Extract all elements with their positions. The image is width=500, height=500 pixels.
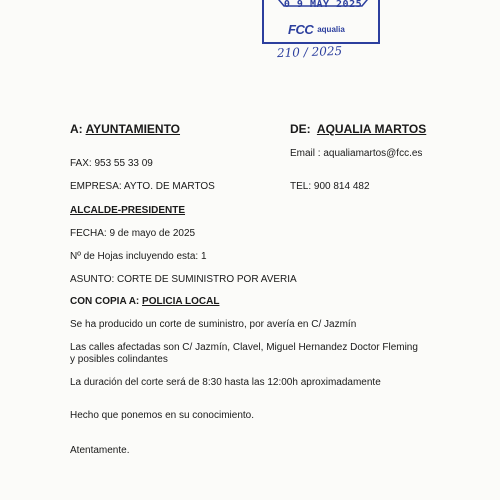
from-prefix: DE: bbox=[290, 122, 311, 136]
body-paragraph-2-line-1: Las calles afectadas son C/ Jazmín, Clavel, Miguel Hernandez Doctor Fleming bbox=[70, 342, 418, 353]
fcc-aqualia-logo bbox=[288, 21, 345, 37]
fcc-logo-text: FCC bbox=[288, 21, 314, 37]
empresa-line: EMPRESA: AYTO. DE MARTOS bbox=[70, 181, 215, 192]
to-prefix: A: bbox=[70, 122, 83, 136]
to-value: AYUNTAMIENTO bbox=[85, 122, 181, 136]
body-paragraph-4: Hecho que ponemos en su conocimiento. bbox=[70, 410, 255, 421]
handwritten-registry-number: 210 / 2025 bbox=[276, 43, 343, 61]
body-paragraph-3: La duración del corte será de 8:30 hasta las 12:00h aproximadamente bbox=[70, 377, 381, 388]
fax-line: FAX: 953 55 33 09 bbox=[70, 158, 153, 169]
body-paragraph-2-line-2: y posibles colindantes bbox=[70, 354, 168, 365]
email-line: Email : aqualiamartos@fcc.es bbox=[290, 148, 423, 159]
subject-line: ASUNTO: CORTE DE SUMINISTRO POR AVERIA bbox=[70, 274, 297, 285]
copy-value: POLICIA LOCAL bbox=[142, 296, 220, 307]
reception-stamp bbox=[262, 0, 380, 44]
to-line bbox=[70, 122, 180, 136]
recipient-title: ALCALDE-PRESIDENTE bbox=[70, 205, 186, 216]
body-paragraph-1: Se ha producido un corte de suministro, por avería en C/ Jazmín bbox=[70, 319, 357, 330]
date-line: FECHA: 9 de mayo de 2025 bbox=[70, 228, 196, 239]
copy-line bbox=[70, 296, 219, 307]
closing: Atentamente. bbox=[70, 445, 130, 456]
from-line bbox=[290, 122, 426, 136]
stamp-date: 0 9 MAY 2025 bbox=[283, 0, 363, 10]
pages-line: Nº de Hojas incluyendo esta: 1 bbox=[70, 251, 207, 262]
from-value: AQUALIA MARTOS bbox=[316, 122, 427, 136]
aqualia-logo-text: aqualia bbox=[317, 24, 345, 34]
tel-line: TEL: 900 814 482 bbox=[290, 181, 370, 192]
copy-prefix: CON COPIA A: bbox=[70, 296, 140, 307]
